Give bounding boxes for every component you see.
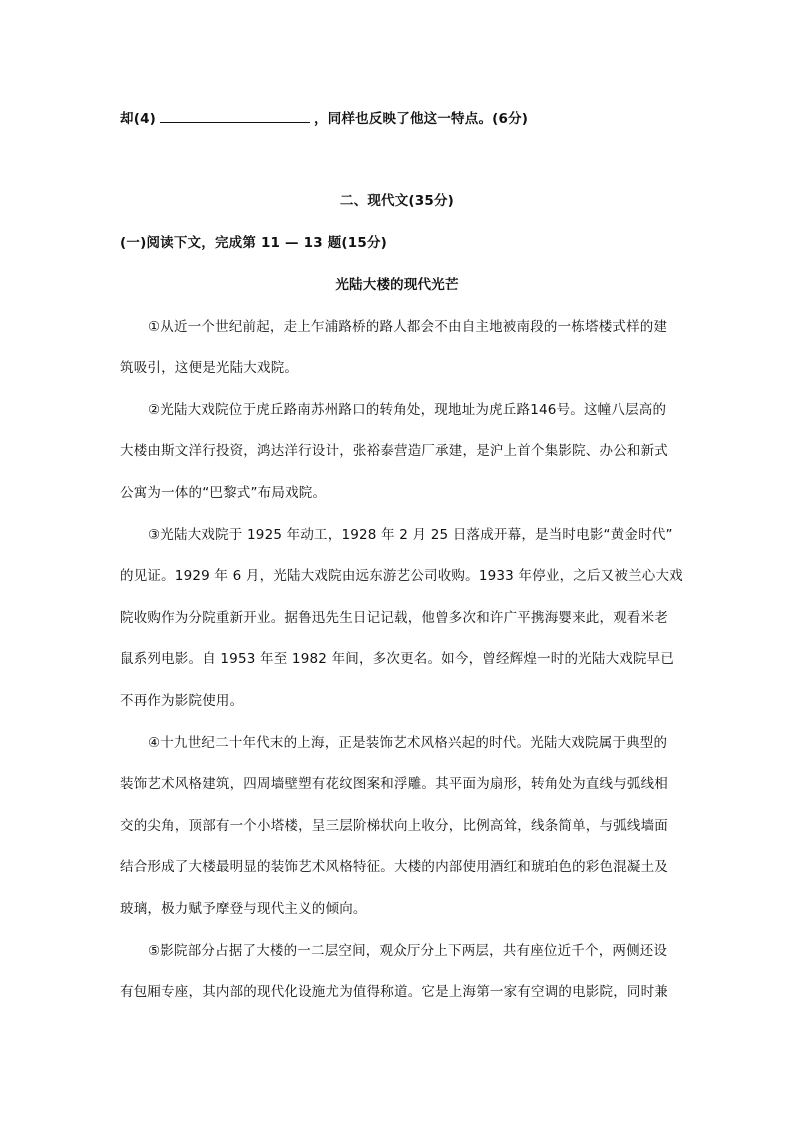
paragraph-2-line-1: ②光陆大戏院位于虎丘路南苏州路口的转角处，现地址为虎丘路146号。这幢八层高的 <box>148 402 667 418</box>
reading-instruction: (一)阅读下文，完成第 11 — 13 题(15分) <box>120 235 388 251</box>
paragraph-2-line-2: 大楼由斯文洋行投资，鸿达洋行设计，张裕泰营造厂承建，是沪上首个集影院、办公和新式 <box>120 443 668 459</box>
paragraph-4-line-5: 玻璃，极力赋予摩登与现代主义的倾向。 <box>120 901 367 917</box>
paragraph-5-line-1: ⑤影院部分占据了大楼的一二层空间，观众厅分上下两层，共有座位近千个，两侧还设 <box>148 943 668 959</box>
paragraph-3-line-3: 院收购作为分院重新开业。据鲁迅先生日记记载，他曾多次和许广平携海婴来此，观看米老 <box>120 610 668 626</box>
paragraph-1-line-1: ①从近一个世纪前起，走上乍浦路桥的路人都会不由自主地被南段的一栋塔楼式样的建 <box>148 319 668 335</box>
paragraph-3-line-4: 鼠系列电影。自 1953 年至 1982 年间，多次更名。如今，曾经辉煌一时的光陆大戏院早已 <box>120 651 675 667</box>
article-title: 光陆大楼的现代光芒 <box>335 277 459 293</box>
paragraph-4-line-4: 结合形成了大楼最明显的装饰艺术风格特征。大楼的内部使用酒红和琥珀色的彩色混凝土及 <box>120 859 668 875</box>
answer-blank[interactable] <box>160 108 310 123</box>
question-suffix: ，同样也反映了他这一特点。(6分) <box>314 111 529 127</box>
question-prefix: 却(4) <box>120 111 157 127</box>
paragraph-4-line-1: ④十九世纪二十年代末的上海，正是装饰艺术风格兴起的时代。光陆大戏院属于典型的 <box>148 735 668 751</box>
section-title: 二、现代文(35分) <box>339 193 455 209</box>
paragraph-3-line-5: 不再作为影院使用。 <box>120 693 244 709</box>
paragraph-5-line-2: 有包厢专座，其内部的现代化设施尤为值得称道。它是上海第一家有空调的电影院，同时兼 <box>120 984 668 1000</box>
paragraph-4-line-2: 装饰艺术风格建筑，四周墙壁塑有花纹图案和浮雕。其平面为扇形，转角处为直线与弧线相 <box>120 776 668 792</box>
paragraph-4-line-3: 交的尖角，顶部有一个小塔楼，呈三层阶梯状向上收分，比例高耸，线条简单，与弧线墙面 <box>120 818 668 834</box>
paragraph-2-line-3: 公寓为一体的“巴黎式”布局戏院。 <box>120 485 327 501</box>
paragraph-1-line-2: 筑吸引，这便是光陆大戏院。 <box>120 360 299 376</box>
paragraph-3-line-2: 的见证。1929 年 6 月，光陆大戏院由远东游艺公司收购。1933 年停业，之后又被兰心大戏 <box>120 568 683 584</box>
paragraph-3-line-1: ③光陆大戏院于 1925 年动工，1928 年 2 月 25 日落成开幕，是当时电影“黄金时代” <box>148 527 673 543</box>
question-line <box>120 108 680 129</box>
